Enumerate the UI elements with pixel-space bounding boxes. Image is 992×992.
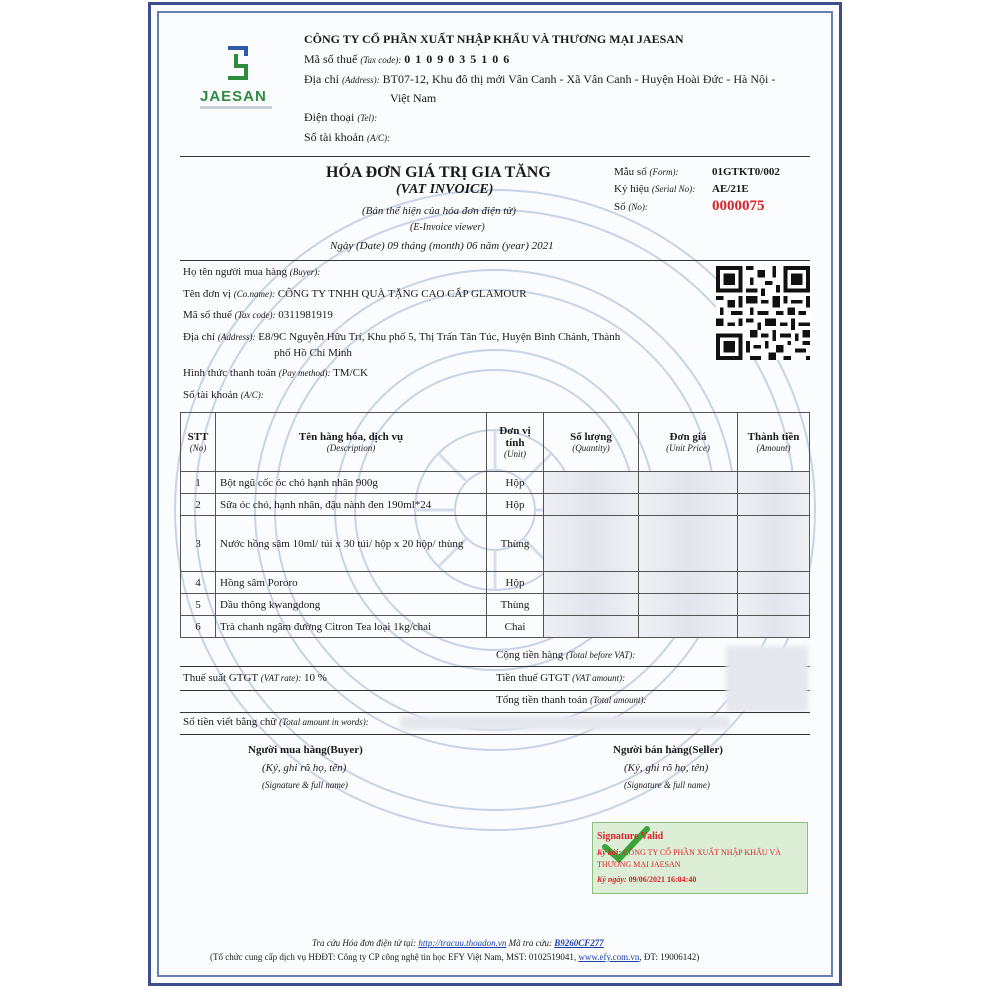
serial-label: Ký hiệu bbox=[614, 183, 650, 195]
header-quantity: Số lượng (Quantity) bbox=[544, 413, 639, 472]
signed-date-value: 09/06/2021 16:04:40 bbox=[628, 875, 697, 884]
provider-line bbox=[210, 952, 699, 962]
table-row: 1 Bột ngũ cốc óc chó hạnh nhân 900g Hộp bbox=[181, 472, 810, 494]
buyer-tax-label-en: (Tax code): bbox=[234, 310, 276, 320]
buyer-tax-value: 0311981919 bbox=[278, 309, 333, 321]
provider-phone: , ĐT: 19006142) bbox=[639, 952, 700, 962]
pay-method-label: Hình thức thanh toán bbox=[183, 367, 277, 379]
seller-tax-label-en: (Tax code): bbox=[360, 55, 402, 65]
seller-account-label-en: (A/C): bbox=[367, 133, 390, 143]
lookup-code[interactable]: B9260CF277 bbox=[554, 938, 604, 948]
divider bbox=[180, 260, 810, 261]
vat-amount-label-en: (VAT amount): bbox=[572, 673, 626, 683]
table-row: 6 Trà chanh ngâm đường Citron Tea loại 1kg/chai Chai bbox=[181, 616, 810, 638]
seller-company-name: CÔNG TY CỔ PHẦN XUẤT NHẬP KHẨU VÀ THƯƠNG MẠI JAESAN bbox=[304, 32, 684, 46]
divider bbox=[180, 690, 810, 691]
divider bbox=[180, 666, 810, 667]
subtotal-label-en: (Total before VAT): bbox=[565, 650, 636, 660]
seller-account-label: Số tài khoản bbox=[304, 130, 364, 144]
form-label: Mẫu số bbox=[614, 166, 647, 178]
redacted-totals bbox=[726, 646, 808, 712]
seller-tax-label: Mã số thuế bbox=[304, 52, 358, 66]
logo-text: JAESAN bbox=[200, 88, 267, 105]
seller-address-label-en: (Address): bbox=[342, 75, 380, 85]
seller-tax-code: 0 1 0 9 0 3 5 1 0 6 bbox=[404, 52, 511, 66]
divider bbox=[180, 156, 810, 157]
divider bbox=[180, 712, 810, 713]
total-label-en: (Total amount): bbox=[590, 695, 647, 705]
invoice-number: 0000075 bbox=[712, 198, 765, 214]
number-label: Số bbox=[614, 201, 626, 213]
buyer-unit-label-en: (Co.name): bbox=[233, 289, 275, 299]
buyer-signature-instruction-en: (Signature & full name) bbox=[262, 780, 348, 790]
lookup-line bbox=[312, 938, 604, 948]
words-label-en: (Total amount in words): bbox=[279, 717, 369, 727]
serial-value: AE/21E bbox=[712, 183, 749, 195]
form-value: 01GTKT0/002 bbox=[712, 166, 780, 178]
buyer-address-line1: E8/9C Nguyễn Hữu Trí, Khu phố 5, Thị Trấn Tân Túc, Huyện Bình Chánh, Thành bbox=[258, 331, 621, 343]
header-description: Tên hàng hóa, dịch vụ (Description) bbox=[216, 413, 487, 472]
invoice-date: Ngày (Date) 09 tháng (month) 06 năm (year) 2021 bbox=[330, 240, 554, 252]
seller-address-label: Địa chỉ bbox=[304, 72, 339, 86]
table-row: 4 Hồng sâm Pororo Hộp bbox=[181, 572, 810, 594]
seller-signature-instruction-en: (Signature & full name) bbox=[624, 780, 710, 790]
buyer-unit-label: Tên đơn vị bbox=[183, 288, 231, 300]
signature-valid-title: Signature Valid bbox=[597, 831, 664, 842]
buyer-name-label-en: (Buyer): bbox=[289, 267, 321, 277]
buyer-tax-label: Mã số thuế bbox=[183, 309, 232, 321]
invoice-title-en: (VAT INVOICE) bbox=[396, 182, 494, 197]
signed-date-label: Ký ngày: bbox=[597, 875, 627, 884]
jaesan-logo-icon bbox=[222, 44, 252, 84]
pay-method-value: TM/CK bbox=[333, 367, 368, 379]
signature-valid-box bbox=[592, 822, 808, 894]
items-table bbox=[180, 412, 810, 638]
qr-code-icon bbox=[716, 266, 810, 360]
vat-amount-label: Tiền thuế GTGT bbox=[496, 672, 570, 684]
invoice-title: HÓA ĐƠN GIÁ TRỊ GIA TĂNG bbox=[326, 164, 551, 181]
provider-site-link[interactable]: www.efy.com.vn bbox=[578, 952, 640, 962]
table-row: 2 Sữa óc chó, hạnh nhân, đậu nành đen 190ml*24 Hộp bbox=[181, 494, 810, 516]
buyer-address-label-en: (Address): bbox=[217, 332, 256, 342]
invoice-viewer-en: (E-Invoice viewer) bbox=[410, 222, 485, 233]
form-label-en: (Form): bbox=[649, 167, 679, 177]
buyer-address-label: Địa chỉ bbox=[183, 331, 216, 343]
vat-rate-label: Thuế suất GTGT bbox=[183, 672, 258, 684]
redacted-words bbox=[400, 716, 730, 730]
number-label-en: (No): bbox=[628, 202, 648, 212]
logo-tagline bbox=[200, 106, 272, 109]
seller-phone-label-en: (Tel): bbox=[357, 113, 377, 123]
lookup-code-label: Mã tra cứu: bbox=[508, 938, 553, 948]
table-row: 5 Dầu thông kwangdong Thùng bbox=[181, 594, 810, 616]
buyer-address-line2: phố Hồ Chí Minh bbox=[274, 347, 352, 359]
buyer-name-label: Họ tên người mua hàng bbox=[183, 266, 288, 278]
seller-phone-label: Điện thoại bbox=[304, 110, 355, 124]
signed-by-text bbox=[597, 847, 805, 871]
signed-by-value: CÔNG TY CỔ PHẦN XUẤT NHẬP KHẨU VÀ THƯƠNG MẠI JAESAN bbox=[597, 848, 781, 869]
subtotal-label: Cộng tiền hàng bbox=[496, 649, 564, 661]
serial-label-en: (Serial No): bbox=[651, 184, 696, 194]
invoice-viewer: (Bản thể hiện của hóa đơn điện tử) bbox=[362, 205, 516, 217]
signed-date-text bbox=[597, 875, 696, 884]
seller-signature-instruction: (Ký, ghi rõ họ, tên) bbox=[624, 762, 709, 774]
vat-rate-value: 10 % bbox=[304, 672, 327, 684]
table-row: 3 Nước hồng sâm 10ml/ túi x 30 túi/ hộp x 20 hộp/ thùng Thùng bbox=[181, 516, 810, 572]
table-header-row bbox=[181, 413, 810, 472]
header-amount: Thành tiền (Amount) bbox=[738, 413, 810, 472]
seller-signature-title: Người bán hàng(Seller) bbox=[613, 744, 723, 756]
lookup-text: Tra cứu Hóa đơn điện tử tại: bbox=[312, 938, 417, 948]
divider bbox=[180, 734, 810, 735]
buyer-account-label-en: (A/C): bbox=[240, 390, 264, 400]
provider-text: (Tổ chức cung cấp dịch vụ HĐĐT: Công ty CP công nghệ tin học EFY Việt Nam, MST: 0102519041, bbox=[210, 952, 577, 962]
signed-by-label: Ký bởi: bbox=[597, 848, 622, 857]
header-no: STT (No) bbox=[181, 413, 216, 472]
seller-address-line2: Việt Nam bbox=[390, 91, 437, 105]
buyer-unit-value: CÔNG TY TNHH QUÀ TẶNG CAO CẤP GLAMOUR bbox=[277, 288, 527, 300]
seller-address-line1: BT07-12, Khu đô thị mới Vân Canh - Xã Vân Canh - Huyện Hoài Đức - Hà Nội - bbox=[382, 72, 776, 86]
lookup-link[interactable]: http://tracuu.thoadon.vn bbox=[418, 938, 507, 948]
header-unit: Đơn vị tính (Unit) bbox=[487, 413, 544, 472]
total-label: Tổng tiền thanh toán bbox=[496, 694, 588, 706]
header-unit-price: Đơn giá (Unit Price) bbox=[639, 413, 738, 472]
buyer-account-label: Số tài khoản bbox=[183, 389, 238, 401]
words-label: Số tiền viết bằng chữ bbox=[183, 716, 277, 728]
buyer-signature-title: Người mua hàng(Buyer) bbox=[248, 744, 363, 756]
pay-method-label-en: (Pay method): bbox=[278, 368, 331, 378]
buyer-signature-instruction: (Ký, ghi rõ họ, tên) bbox=[262, 762, 347, 774]
vat-rate-label-en: (VAT rate): bbox=[260, 673, 302, 683]
